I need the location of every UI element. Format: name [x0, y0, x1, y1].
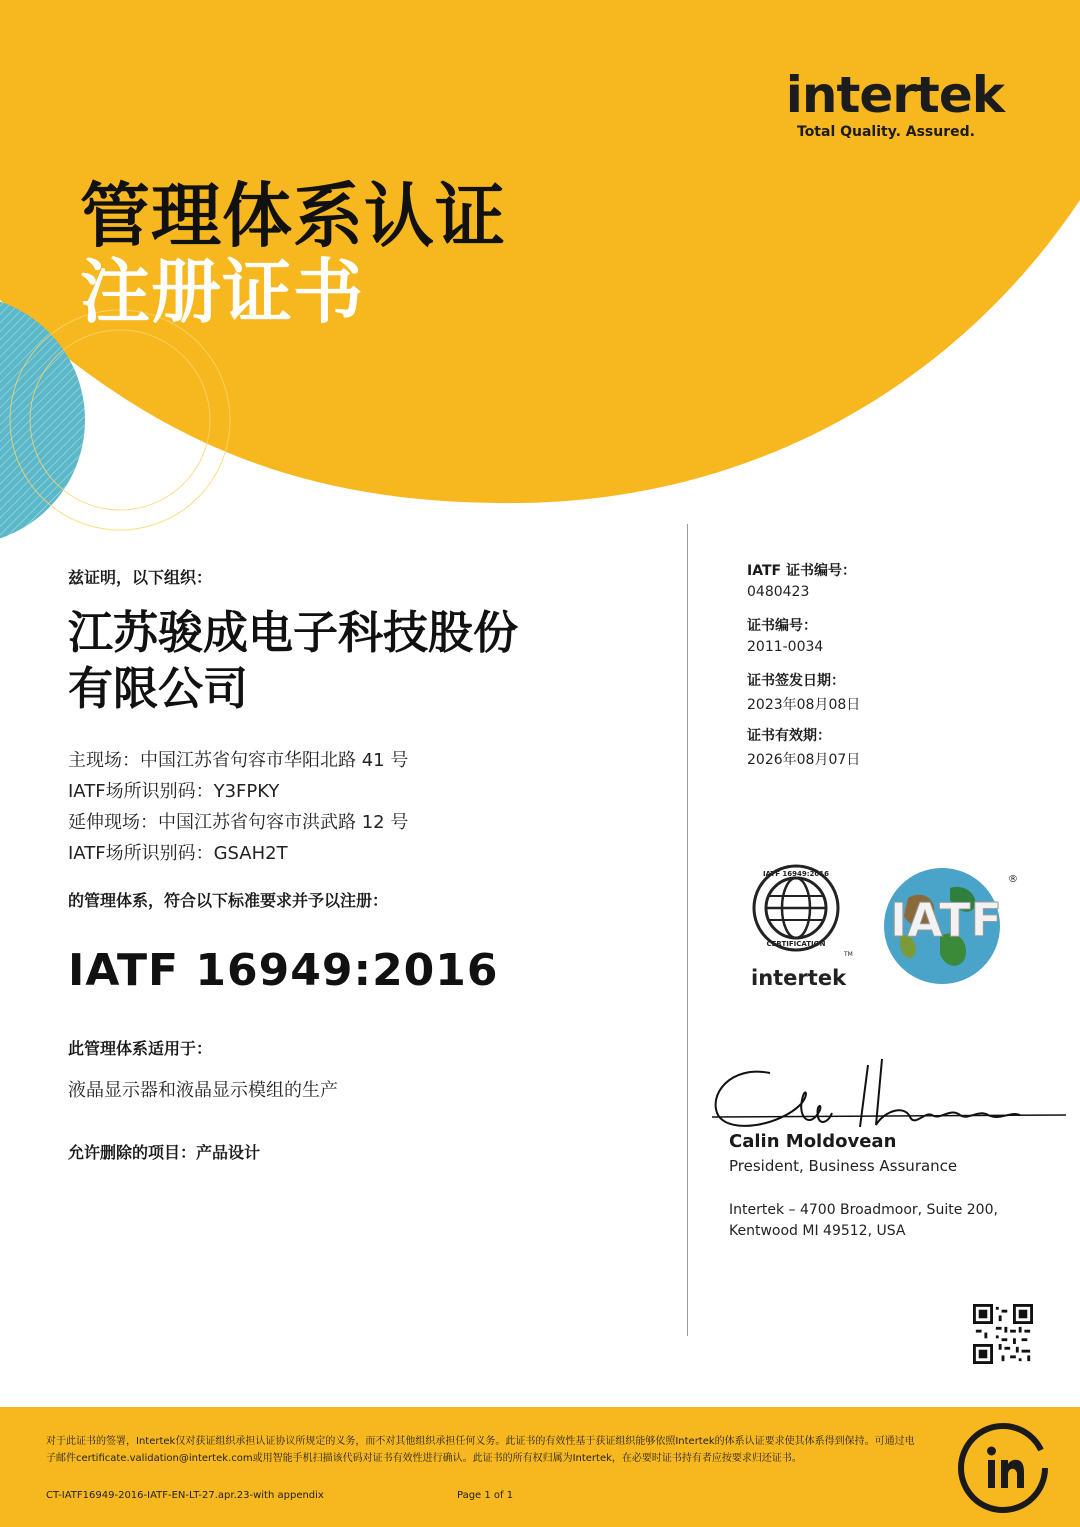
detail-label-cert-number: 证书编号： — [747, 618, 817, 634]
scope-value: 液晶显示器和液晶显示模组的生产 — [68, 1080, 338, 1101]
footer-band — [0, 1407, 1080, 1527]
globe-icon — [754, 866, 838, 950]
trademark-label: TM — [844, 951, 853, 958]
signatory-name: Calin Moldovean — [729, 1131, 897, 1152]
iatf-logo-text: IATF — [890, 893, 1002, 947]
organization-name-line1: 江苏骏成电子科技股份 — [68, 606, 519, 659]
column-divider — [687, 524, 688, 1336]
certificate-title-line2: 注册证书 — [80, 251, 364, 333]
organization-name-line2: 有限公司 — [68, 662, 249, 715]
certification-mark — [748, 862, 858, 962]
footer-page-number: Page 1 of 1 — [457, 1490, 514, 1501]
cert-mark-brand: intertek — [751, 966, 847, 990]
detail-value-valid-until: 2026年08月07日 — [747, 752, 861, 768]
certificate-title-line1: 管理体系认证 — [80, 175, 506, 257]
detail-value-cert-number: 2011-0034 — [747, 639, 824, 655]
detail-value-issue-date: 2023年08月08日 — [747, 697, 861, 713]
detail-label-iatf-number: IATF 证书编号： — [747, 563, 856, 579]
cert-ring-text: IATF 16949:2016 — [762, 870, 830, 878]
exclusion-statement: 允许删除的项目：产品设计 — [68, 1143, 261, 1162]
certify-intro: 兹证明，以下组织： — [68, 568, 213, 587]
iatf-logo — [870, 858, 1020, 990]
qr-code-icon[interactable] — [973, 1304, 1033, 1364]
detail-value-iatf-number: 0480423 — [747, 584, 810, 600]
cert-ring-sub: CERTIFICATION — [766, 940, 826, 948]
signatory-title: President, Business Assurance — [729, 1157, 958, 1175]
address-line1: Intertek – 4700 Broadmoor, Suite 200, — [729, 1202, 998, 1218]
site-extended: 延伸现场：中国江苏省句容市洪武路 12 号 — [68, 812, 409, 833]
intertek-in-logo-icon — [955, 1420, 1051, 1516]
footer-document-code: CT-IATF16949-2016-IATF-EN-LT-27.apr.23-with appendix — [46, 1490, 324, 1501]
footer-disclaimer: 对于此证书的签署，Intertek仅对获证组织承担认证协议所规定的义务，而不对其他组织承担任何义务。此证书的有效性基于获证组织能够依照Intertek的体系认证要求使其体系得到保持。可通过电子邮件certificate.validation@intertek.com或用智能手机扫描该代码对证书有效性进行确认。此证书的所有权归属为Intertek，在必要时证书持有者应按要求归还证书。 — [46, 1436, 915, 1464]
brand-tagline: Total Quality. Assured. — [797, 124, 975, 140]
site-main-id: IATF场所识别码：Y3FPKY — [68, 781, 280, 802]
detail-label-valid-until: 证书有效期： — [747, 728, 831, 744]
site-main: 主现场：中国江苏省句容市华阳北路 41 号 — [68, 750, 409, 771]
scope-label: 此管理体系适用于： — [68, 1039, 213, 1058]
address-line2: Kentwood MI 49512, USA — [729, 1223, 906, 1239]
intertek-logo: intertek — [785, 66, 1004, 124]
standard-name: IATF 16949:2016 — [68, 945, 499, 996]
conformance-statement: 的管理体系，符合以下标准要求并予以注册： — [68, 891, 389, 910]
signatory-address — [729, 1200, 998, 1242]
detail-label-issue-date: 证书签发日期： — [747, 673, 845, 689]
site-extended-id: IATF场所识别码：GSAH2T — [68, 843, 288, 864]
organization-name — [68, 605, 518, 717]
registered-mark: ® — [1008, 874, 1018, 885]
